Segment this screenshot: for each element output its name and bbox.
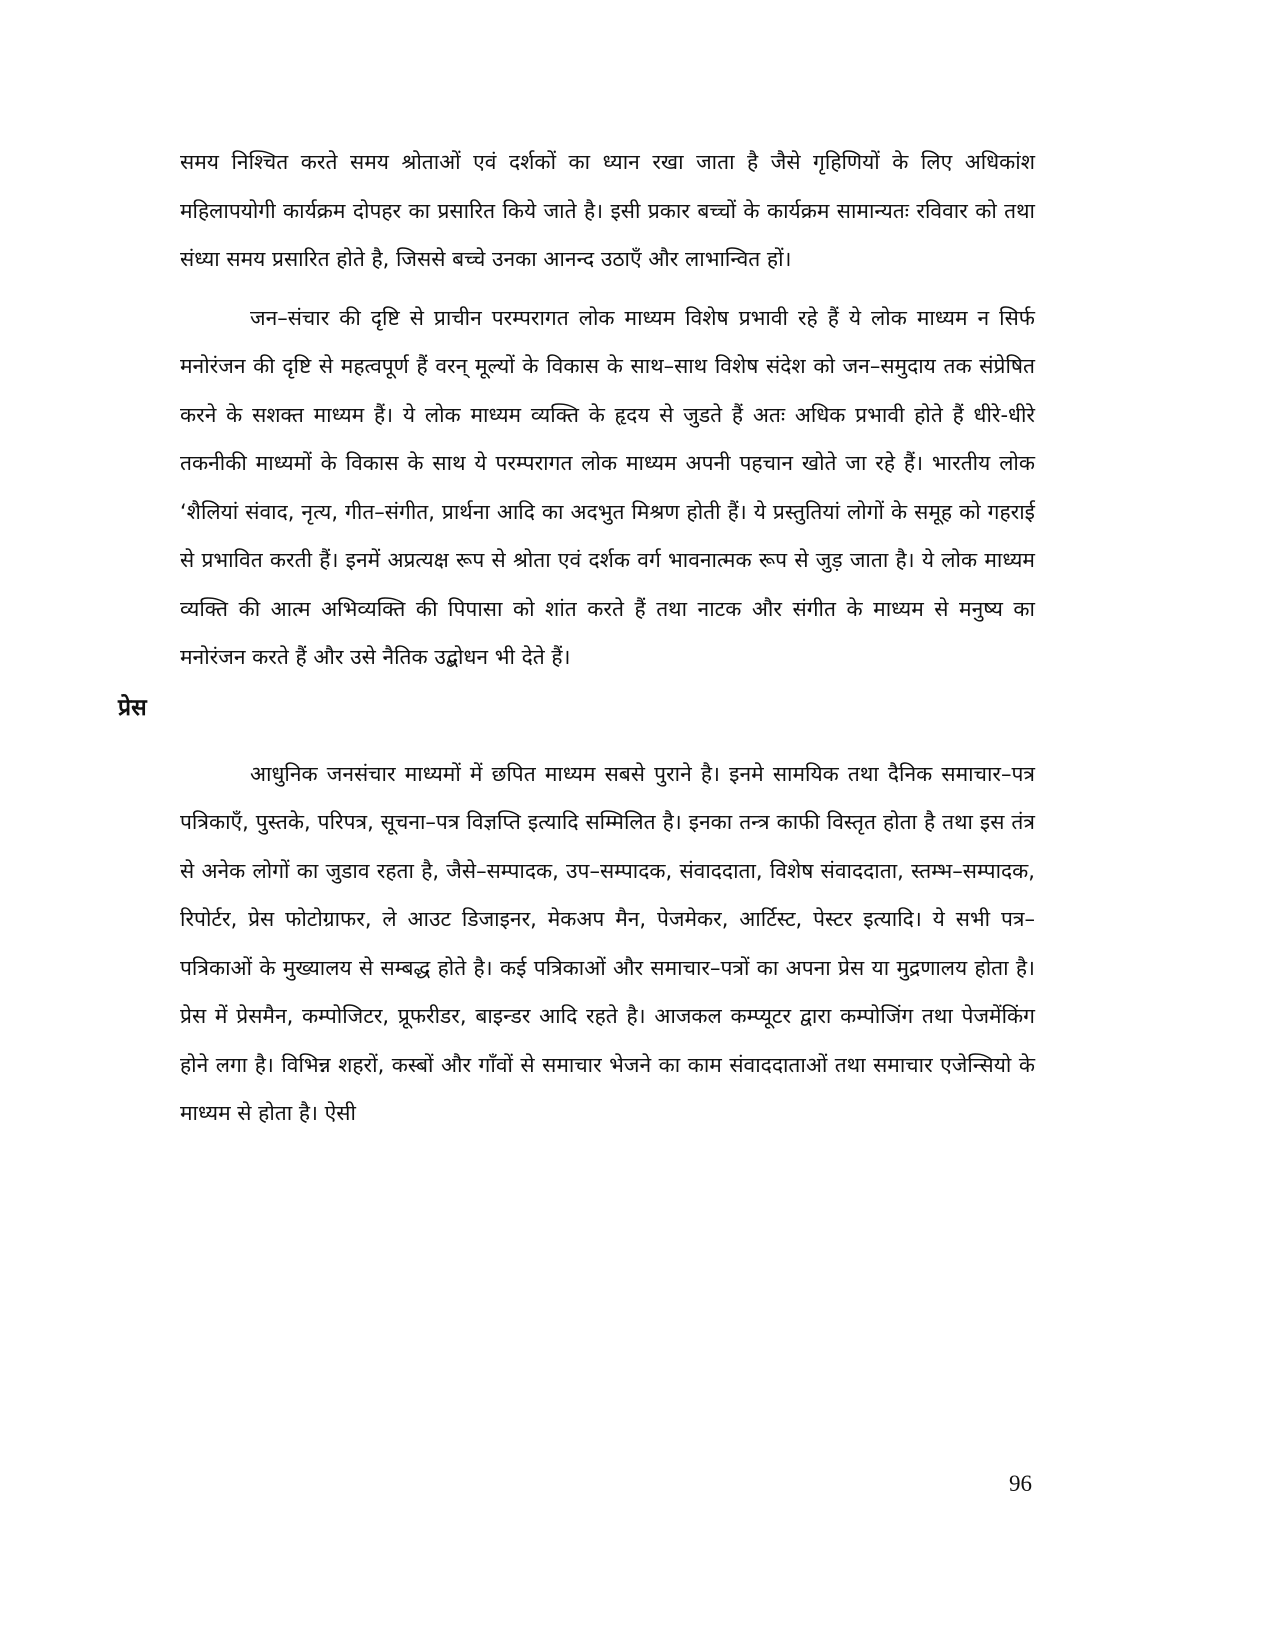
paragraph-traditional-media: जन–संचार की दृष्टि से प्राचीन परम्परागत लोक माध्यम विशेष प्रभावी रहे हैं ये लोक माध्यम न सिर्फ मनोरंजन की दृष्टि से महत्वपूर्ण हैं वरन् मूल्यों के विकास के साथ–साथ विशेष संदेश को जन–समुदाय तक संप्रेषित करने के सशक्त माध्यम हैं। ये लोक माध्यम व्यक्ति के हृदय से जुडते हैं अतः अधिक प्रभावी होते हैं धीरे-धीरे तकनीकी माध्यमों के विकास के साथ ये परम्परागत लोक माध्यम अपनी पहचान खोते जा रहे हैं। भारतीय लोक ‘शैलियां संवाद, नृत्य, गीत–संगीत, प्रार्थना आदि का अदभुत मिश्रण होती हैं। ये प्रस्तुतियां लोगों के समूह को गहराई से प्रभावित करती हैं। इनमें अप्रत्यक्ष रूप से श्रोता एवं दर्शक वर्ग भावनात्मक रूप से जुड़ जाता है। ये लोक माध्यम व्यक्ति की आत्म अभिव्यक्ति की पिपासा को शांत करते हैं तथा नाटक और संगीत के माध्यम से मनुष्य का मनोरंजन करते हैं और उसे नैतिक उद्बोधन भी देते हैं। <box>180 305 1035 669</box>
section-heading-press: प्रेस <box>118 694 147 721</box>
paragraph-audience-timing: समय निश्चित करते समय श्रोताओं एवं दर्शकों का ध्यान रखा जाता है जैसे गृहिणियों के लिए अधिकांश महिलापयोगी कार्यक्रम दोपहर का प्रसारित किये जाते है। इसी प्रकार बच्चों के कार्यक्रम सामान्यतः रविवार को तथा संध्या समय प्रसारित होते है, जिससे बच्चे उनका आनन्द उठाएँ और लाभान्वित हों। <box>180 150 1035 271</box>
page-number: 96 <box>1009 1471 1032 1496</box>
paragraph-print-media: आधुनिक जनसंचार माध्यमों में छपित माध्यम सबसे पुराने है। इनमे सामयिक तथा दैनिक समाचार–पत्र पत्रिकाएँ, पुस्तके, परिपत्र, सूचना–पत्र विज्ञप्ति इत्यादि सम्मिलित है। इनका तन्त्र काफी विस्तृत होता है तथा इस तंत्र से अनेक लोगों का जुडाव रहता है, जैसे–सम्पादक, उप–सम्पादक, संवाददाता, विशेष संवाददाता, स्तम्भ–सम्पादक, रिपोर्टर, प्रेस फोटोग्राफर, ले आउट डिजाइनर, मेकअप मैन, पेजमेकर, आर्टिस्ट, पेस्टर इत्यादि। ये सभी पत्र–पत्रिकाओं के मुख्यालय से सम्बद्ध होते है। कई पत्रिकाओं और समाचार–पत्रों का अपना प्रेस या मुद्रणालय होता है। प्रेस में प्रेसमैन, कम्पोजिटर, प्रूफरीडर, बाइन्डर आदि रहते है। आजकल कम्प्यूटर द्वारा कम्पोजिंग तथा पेजमेंकिंग होने लगा है। विभिन्न शहरों, कस्बों और गाँवों से समाचार भेजने का काम संवाददाताओं तथा समाचार एजेन्सियो के माध्यम से होता है। ऐसी <box>180 761 1035 1125</box>
page-body <box>118 138 1035 1138</box>
